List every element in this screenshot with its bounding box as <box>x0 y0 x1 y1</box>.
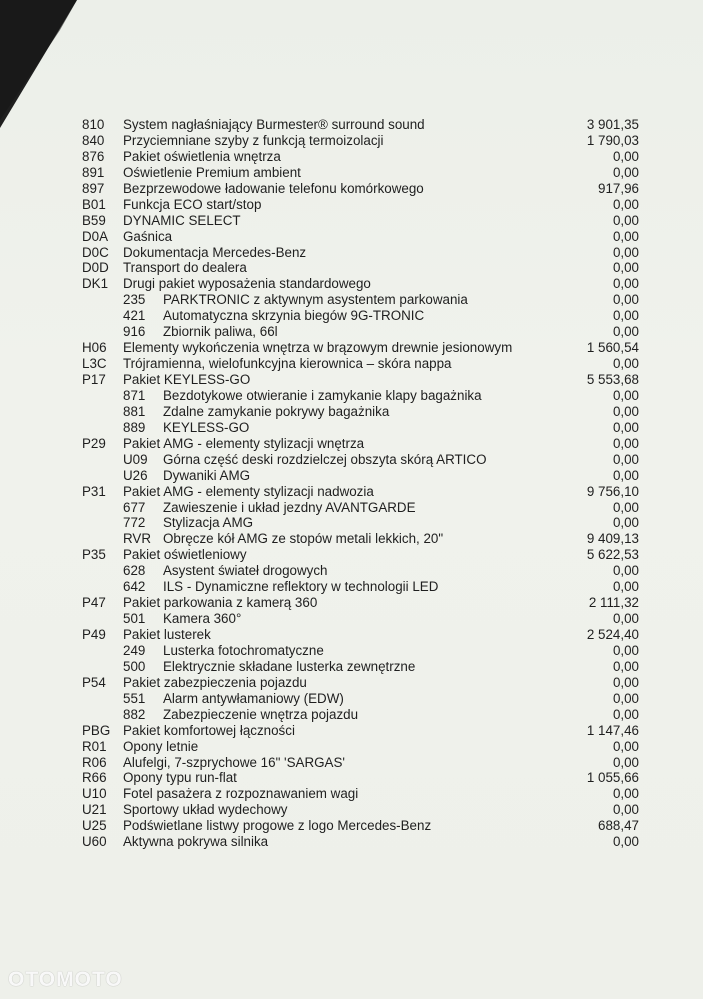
option-row <box>81 340 641 356</box>
option-price: 0,00 <box>612 387 639 403</box>
option-row <box>81 627 641 643</box>
option-price: 0,00 <box>612 642 639 658</box>
option-price: 0,00 <box>612 690 639 706</box>
option-price: 1 055,66 <box>586 770 639 786</box>
option-code: D0A <box>82 228 109 244</box>
option-sub-row <box>81 468 641 484</box>
option-code: 840 <box>82 132 105 148</box>
option-code: U09 <box>123 451 148 467</box>
option-description: System nagłaśniający Burmester® surround sound <box>123 117 425 132</box>
option-code: 642 <box>123 579 146 595</box>
option-description: Asystent świateł drogowych <box>163 563 328 579</box>
option-description: Sportowy układ wydechowy <box>123 802 288 818</box>
option-row <box>81 595 641 611</box>
option-code: R06 <box>82 754 107 770</box>
option-price: 0,00 <box>612 292 639 308</box>
option-sub-row <box>81 292 641 308</box>
option-row <box>81 802 641 818</box>
option-description: Bezdotykowe otwieranie i zamykanie klapy bagażnika <box>163 387 482 403</box>
option-price: 0,00 <box>612 196 639 212</box>
option-code: 889 <box>123 419 146 435</box>
option-row <box>81 165 641 181</box>
option-code: U60 <box>82 834 107 850</box>
option-row <box>81 117 641 133</box>
option-sub-row <box>81 308 641 324</box>
option-description: Aktywna pokrywa silnika <box>123 834 269 850</box>
option-code: U21 <box>82 802 107 818</box>
option-description: Transport do dealera <box>123 260 247 276</box>
option-code: B59 <box>82 212 106 228</box>
option-description: Przyciemniane szyby z funkcją termoizolacji <box>123 132 384 148</box>
option-row <box>81 133 641 149</box>
option-description: Obręcze kół AMG ze stopów metali lekkich, 20" <box>163 531 444 547</box>
option-description: Elementy wykończenia wnętrza w brązowym drewnie jesionowym <box>123 340 513 356</box>
option-code: P47 <box>82 595 106 611</box>
option-code: 876 <box>82 148 105 164</box>
option-sub-row <box>81 515 641 531</box>
option-code: U25 <box>82 818 107 834</box>
option-price: 0,00 <box>612 260 639 276</box>
equipment-list <box>81 117 641 850</box>
option-price: 2 111,32 <box>588 595 639 611</box>
option-price: 0,00 <box>612 579 639 595</box>
option-code: U26 <box>123 467 148 483</box>
option-code: P29 <box>82 435 106 451</box>
option-code: B01 <box>82 196 106 212</box>
option-price: 1 560,54 <box>586 340 639 356</box>
option-sub-row <box>81 611 641 627</box>
option-code: 871 <box>123 387 146 403</box>
option-code: D0C <box>82 244 109 260</box>
option-code: 891 <box>82 164 105 180</box>
option-price: 0,00 <box>612 563 639 579</box>
option-description: Drugi pakiet wyposażenia standardowego <box>123 276 371 292</box>
option-price: 0,00 <box>612 802 639 818</box>
option-row <box>81 786 641 802</box>
option-description: PARKTRONIC z aktywnym asystentem parkowania <box>163 292 468 308</box>
option-description: Pakiet oświetleniowy <box>123 547 247 563</box>
option-description: DYNAMIC SELECT <box>123 212 241 228</box>
option-description: Zawieszenie i układ jezdny AVANTGARDE <box>163 499 416 515</box>
option-description: Funkcja ECO start/stop <box>123 196 262 212</box>
option-price: 5 553,68 <box>586 372 639 387</box>
option-code: 881 <box>123 403 146 419</box>
option-price: 5 622,53 <box>586 547 639 563</box>
option-row <box>81 834 641 850</box>
option-code: L3C <box>82 356 107 372</box>
option-description: Stylizacja AMG <box>163 515 254 531</box>
option-price: 0,00 <box>612 499 639 515</box>
option-row <box>81 213 641 229</box>
option-price: 0,00 <box>612 467 639 483</box>
option-sub-row <box>81 659 641 675</box>
option-price: 0,00 <box>612 786 639 802</box>
option-price: 0,00 <box>612 148 639 164</box>
option-price: 0,00 <box>612 164 639 180</box>
option-description: Bezprzewodowe ładowanie telefonu komórkowego <box>123 180 424 196</box>
option-description: Automatyczna skrzynia biegów 9G-TRONIC <box>163 308 425 324</box>
option-description: Opony typu run-flat <box>123 770 237 786</box>
option-description: Pakiet AMG - elementy stylizacji wnętrza <box>123 435 365 451</box>
option-description: Fotel pasażera z rozpoznawaniem wagi <box>123 786 359 802</box>
option-row <box>81 739 641 755</box>
option-price: 0,00 <box>612 356 639 372</box>
option-price: 3 901,35 <box>586 117 639 132</box>
option-description: Opony letnie <box>123 738 199 754</box>
option-row <box>81 723 641 739</box>
option-row <box>81 229 641 245</box>
option-description: Oświetlenie Premium ambient <box>123 164 301 180</box>
option-price: 0,00 <box>612 244 639 260</box>
option-sub-row <box>81 388 641 404</box>
option-code: 501 <box>123 611 146 627</box>
option-description: Zdalne zamykanie pokrywy bagażnika <box>163 403 390 419</box>
option-sub-row <box>81 531 641 547</box>
option-price: 0,00 <box>612 611 639 627</box>
option-price: 2 524,40 <box>586 627 639 642</box>
option-code: U10 <box>82 786 107 802</box>
option-sub-row <box>81 500 641 516</box>
option-description: Pakiet parkowania z kamerą 360 <box>123 595 318 611</box>
option-description: Zbiornik paliwa, 66l <box>163 324 278 340</box>
option-description: Pakiet KEYLESS-GO <box>123 372 251 387</box>
option-row <box>81 484 641 500</box>
option-code: 235 <box>123 292 146 308</box>
option-row <box>81 675 641 691</box>
option-code: 421 <box>123 308 146 324</box>
option-row <box>81 547 641 563</box>
option-sub-row <box>81 691 641 707</box>
option-price: 0,00 <box>612 451 639 467</box>
option-price: 0,00 <box>612 834 639 850</box>
option-code: H06 <box>82 340 107 356</box>
option-price: 0,00 <box>612 419 639 435</box>
option-description: Pakiet oświetlenia wnętrza <box>123 148 281 164</box>
option-description: KEYLESS-GO <box>163 419 250 435</box>
option-row <box>81 276 641 292</box>
option-code: 551 <box>123 690 146 706</box>
option-sub-row <box>81 324 641 340</box>
option-row <box>81 372 641 388</box>
option-code: 628 <box>123 563 146 579</box>
option-price: 1 790,03 <box>586 132 639 148</box>
option-price: 0,00 <box>612 515 639 531</box>
option-description: Alarm antywłamaniowy (EDW) <box>163 690 344 706</box>
option-row <box>81 181 641 197</box>
option-code: R01 <box>82 738 107 754</box>
option-row <box>81 818 641 834</box>
option-price: 0,00 <box>612 754 639 770</box>
option-price: 9 756,10 <box>586 483 639 499</box>
option-code: P31 <box>82 483 106 499</box>
option-price: 0,00 <box>612 658 639 674</box>
option-sub-row <box>81 452 641 468</box>
option-price: 0,00 <box>612 403 639 419</box>
option-code: 882 <box>123 706 146 722</box>
option-description: Alufelgi, 7-szprychowe 16" 'SARGAS' <box>123 754 345 770</box>
option-code: P17 <box>82 372 106 387</box>
option-description: ILS - Dynamiczne reflektory w technologii LED <box>163 579 439 595</box>
option-row <box>81 770 641 786</box>
option-sub-row <box>81 707 641 723</box>
option-sub-row <box>81 563 641 579</box>
option-description: Górna część deski rozdzielczej obszyta skórą ARTICO <box>163 451 487 467</box>
option-description: Gaśnica <box>123 228 173 244</box>
option-description: Pakiet AMG - elementy stylizacji nadwozia <box>123 483 374 499</box>
option-row <box>81 356 641 372</box>
option-description: Podświetlane listwy progowe z logo Mercedes-Benz <box>123 818 432 834</box>
option-code: P49 <box>82 627 106 642</box>
option-price: 9 409,13 <box>586 531 639 547</box>
option-description: Lusterka fotochromatyczne <box>163 642 324 658</box>
option-price: 0,00 <box>612 212 639 228</box>
option-price: 917,96 <box>598 180 639 196</box>
option-row <box>81 245 641 261</box>
option-row <box>81 436 641 452</box>
option-price: 0,00 <box>612 435 639 451</box>
option-code: DK1 <box>82 276 109 292</box>
option-code: 500 <box>123 658 146 674</box>
option-sub-row <box>81 404 641 420</box>
option-row <box>81 755 641 771</box>
option-sub-row <box>81 420 641 436</box>
option-price: 0,00 <box>612 308 639 324</box>
option-code: P54 <box>82 674 106 690</box>
option-description: Elektrycznie składane lusterka zewnętrzne <box>163 658 416 674</box>
option-code: 677 <box>123 499 146 515</box>
option-code: P35 <box>82 547 106 563</box>
option-sub-row <box>81 643 641 659</box>
option-sub-row <box>81 579 641 595</box>
option-description: Zabezpieczenie wnętrza pojazdu <box>163 706 359 722</box>
option-description: Kamera 360° <box>163 611 242 627</box>
option-price: 0,00 <box>612 706 639 722</box>
option-code: 810 <box>82 117 105 132</box>
option-code: 249 <box>123 642 146 658</box>
option-price: 0,00 <box>612 674 639 690</box>
option-description: Pakiet lusterek <box>123 627 211 642</box>
option-price: 0,00 <box>612 738 639 754</box>
option-price: 688,47 <box>598 818 639 834</box>
option-description: Dywaniki AMG <box>163 467 251 483</box>
option-description: Pakiet komfortowej łączności <box>123 722 295 738</box>
option-code: R66 <box>82 770 107 786</box>
option-price: 0,00 <box>612 324 639 340</box>
option-code: 916 <box>123 324 146 340</box>
option-code: RVR <box>123 531 152 547</box>
option-price: 0,00 <box>612 228 639 244</box>
option-code: 897 <box>82 180 105 196</box>
option-row <box>81 197 641 213</box>
option-code: D0D <box>82 260 109 276</box>
option-row <box>81 149 641 165</box>
option-code: PBG <box>82 722 111 738</box>
option-description: Pakiet zabezpieczenia pojazdu <box>123 674 307 690</box>
option-code: 772 <box>123 515 146 531</box>
option-price: 1 147,46 <box>586 722 639 738</box>
option-price: 0,00 <box>612 276 639 292</box>
option-description: Trójramienna, wielofunkcyjna kierownica – skóra nappa <box>123 356 452 372</box>
option-description: Dokumentacja Mercedes-Benz <box>123 244 307 260</box>
otomoto-watermark: OTOMOTO <box>8 968 123 991</box>
option-row <box>81 260 641 276</box>
